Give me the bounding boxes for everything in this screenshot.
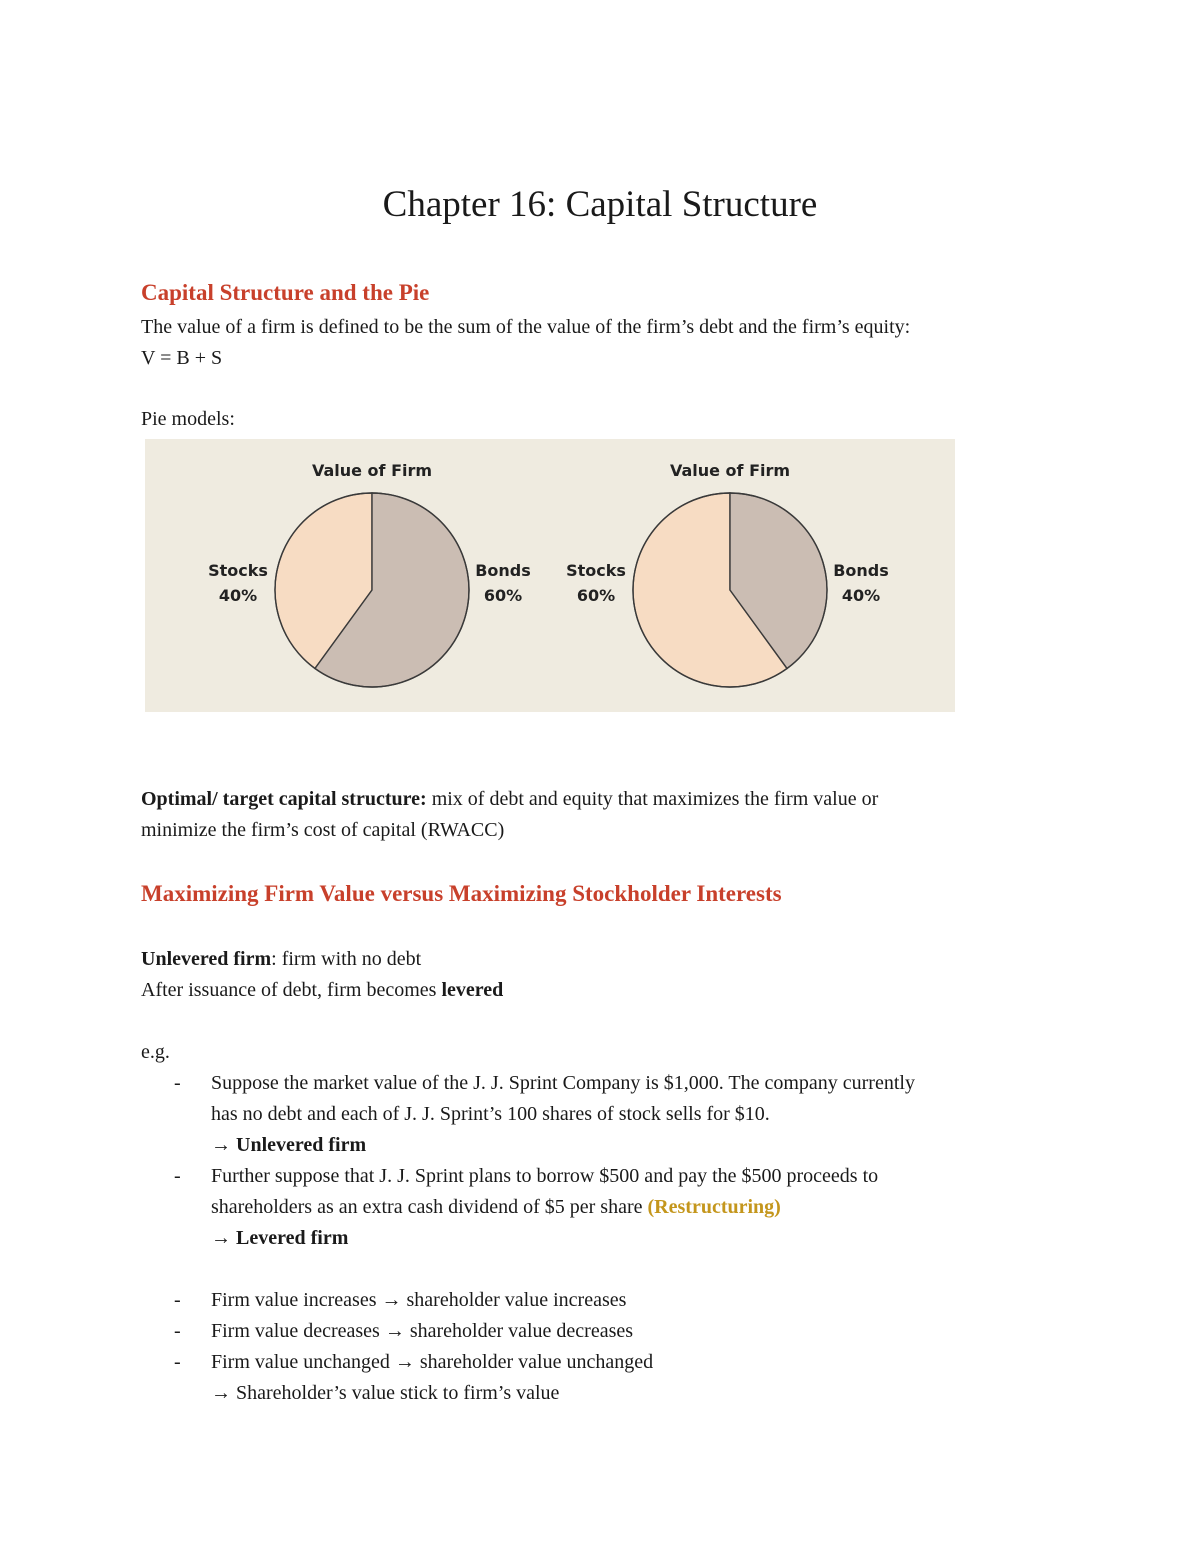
- section-heading-maximizing: Maximizing Firm Value versus Maximizing Stockholder Interests: [141, 881, 782, 906]
- bullet-2-result: → Levered firm: [211, 1227, 349, 1249]
- firm-value-definition: The value of a firm is defined to be the sum of the value of the firm’s debt and the firm’s equity:: [141, 316, 911, 338]
- bullet-dash: -: [174, 1289, 181, 1311]
- pie-1-value-stocks: 40%: [218, 586, 258, 605]
- levered-word: levered: [441, 979, 504, 1001]
- bullet-5: Firm value unchanged → shareholder value unchanged: [211, 1351, 654, 1373]
- bullet-3: Firm value increases → shareholder value increases: [211, 1289, 627, 1311]
- bullet-dash: -: [174, 1320, 181, 1342]
- pie-1-label-stocks: Stocks: [208, 561, 268, 580]
- bullet-2-line2-text: shareholders as an extra cash dividend of $5 per share: [211, 1196, 648, 1218]
- bullet-2-line1: Further suppose that J. J. Sprint plans to borrow $500 and pay the $500 proceeds to: [211, 1165, 879, 1187]
- bullet-1-line1: Suppose the market value of the J. J. Sprint Company is $1,000. The company currently: [211, 1072, 915, 1094]
- unlevered-term: Unlevered firm: [141, 948, 272, 970]
- page-title: Chapter 16: Capital Structure: [382, 184, 818, 225]
- pie-1-label-bonds: Bonds: [475, 561, 531, 580]
- bullet-1-result: → Unlevered firm: [211, 1134, 367, 1156]
- unlevered-def-text: : firm with no debt: [271, 948, 422, 970]
- bullet-4: Firm value decreases → shareholder value decreases: [211, 1320, 634, 1342]
- optimal-definition: mix of debt and equity that maximizes the firm value or: [426, 788, 879, 810]
- pie-2-title: Value of Firm: [669, 461, 791, 480]
- bullet-5-result: → Shareholder’s value stick to firm’s value: [211, 1382, 560, 1404]
- after-issuance-line: [141, 975, 503, 1006]
- optimal-definition-line1: [141, 784, 878, 815]
- pie-models-label: Pie models:: [141, 408, 235, 430]
- pie-models-figure: [145, 439, 955, 712]
- example-label: e.g.: [141, 1041, 170, 1063]
- section-heading-capital-structure: Capital Structure and the Pie: [141, 280, 430, 305]
- pie-2-label-bonds: Bonds: [833, 561, 889, 580]
- optimal-definition-line2: minimize the firm’s cost of capital (RWACC): [141, 819, 505, 841]
- bullet-dash: -: [174, 1165, 181, 1187]
- bullet-dash: -: [174, 1351, 181, 1373]
- pie-charts: [145, 439, 955, 712]
- bullet-1-line2: has no debt and each of J. J. Sprint’s 100 shares of stock sells for $10.: [211, 1103, 770, 1125]
- after-issuance-text: After issuance of debt, firm becomes: [141, 979, 442, 1001]
- optimal-term: Optimal/ target capital structure:: [141, 788, 427, 810]
- bullet-dash: -: [174, 1072, 181, 1094]
- pie-chart-2: [566, 461, 889, 687]
- pie-1-value-bonds: 60%: [483, 586, 523, 605]
- pie-chart-1: [208, 461, 531, 687]
- pie-2-value-bonds: 40%: [841, 586, 881, 605]
- bullet-2-line2: [211, 1192, 781, 1223]
- unlevered-definition: [141, 944, 421, 975]
- restructuring-highlight: (Restructuring): [647, 1196, 781, 1218]
- value-equation: V = B + S: [141, 347, 223, 369]
- pie-2-label-stocks: Stocks: [566, 561, 626, 580]
- pie-2-value-stocks: 60%: [576, 586, 616, 605]
- pie-1-title: Value of Firm: [311, 461, 433, 480]
